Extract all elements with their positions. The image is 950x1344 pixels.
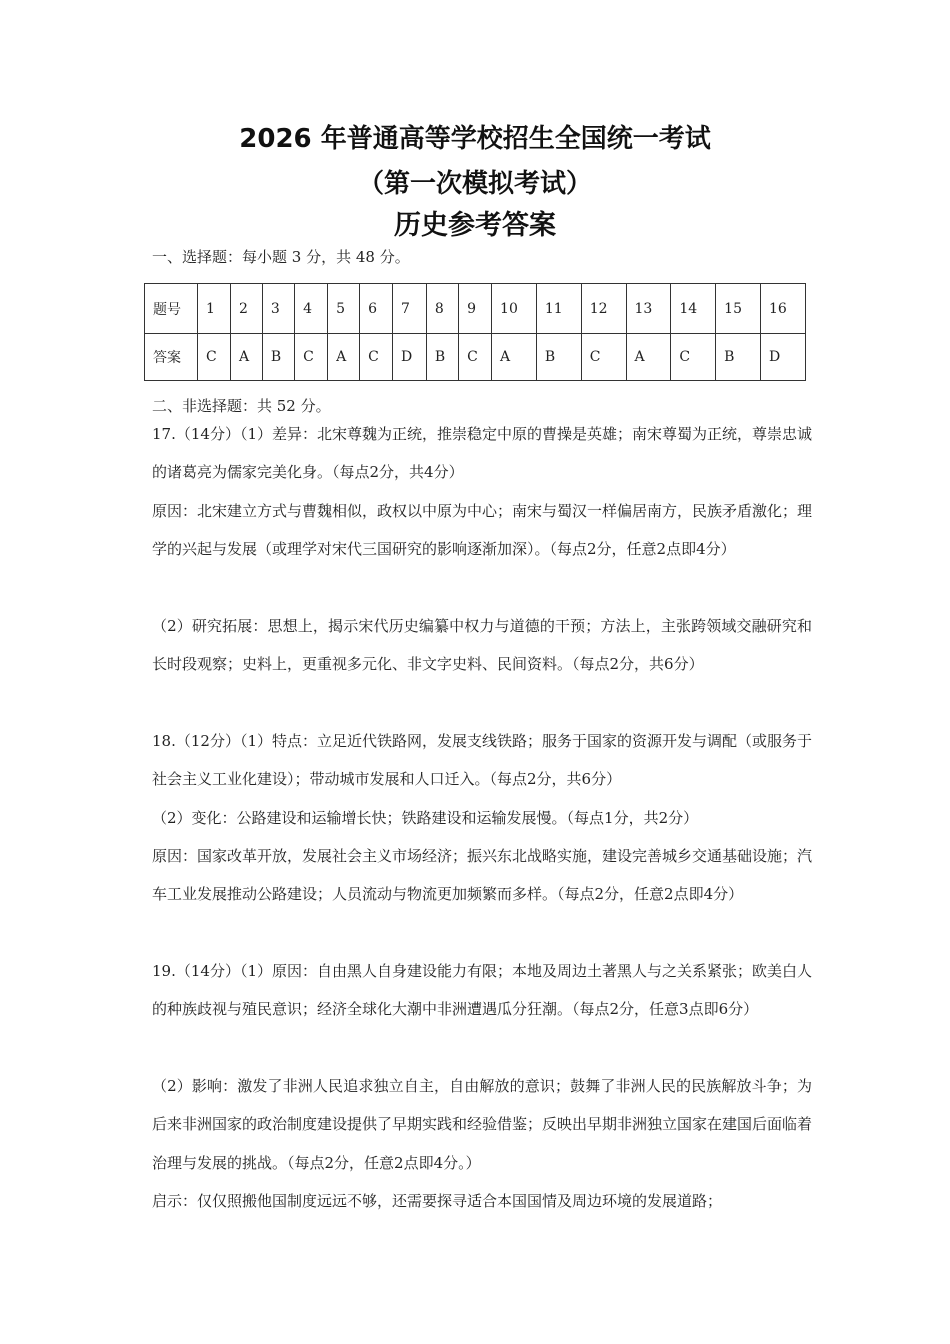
- q17-part2: （2）研究拓展：思想上，揭示宋代历史编纂中权力与道德的干预；方法上，主张跨领域交融研究和长时段观察；史料上，更重视多元化、非文字史料、民间资料。（每点2分，共6分）: [152, 617, 812, 674]
- answer-cell: C: [198, 334, 231, 381]
- answer-cell: B: [716, 334, 761, 381]
- question-number-cell: 13: [626, 284, 671, 334]
- answer-cell: B: [536, 334, 581, 381]
- answer-cell: C: [671, 334, 716, 381]
- q17-part1: 17.（14分）（1）差异：北宋尊魏为正统，推崇稳定中原的曹操是英雄；南宋尊蜀为正统，尊崇忠诚的诸葛亮为儒家完美化身。（每点2分，共4分）: [152, 425, 812, 482]
- question-number-cell: 8: [426, 284, 458, 334]
- answer-row: [145, 334, 806, 381]
- answer-cell: D: [393, 334, 427, 381]
- answer-cell: A: [328, 334, 360, 381]
- document-answer-title: 历史参考答案: [394, 210, 556, 241]
- question-number-cell: 14: [671, 284, 716, 334]
- answer-cell: C: [459, 334, 492, 381]
- document-subtitle: （第一次模拟考试）: [357, 169, 592, 199]
- answer-cell: A: [492, 334, 537, 381]
- question-number-cell: 4: [295, 284, 328, 334]
- answer-cell: B: [426, 334, 458, 381]
- question-number-cell: 3: [262, 284, 294, 334]
- q19-insight: 启示：仅仅照搬他国制度远远不够，还需要探寻适合本国国情及周边环境的发展道路；: [152, 1192, 723, 1210]
- question-number-cell: 5: [328, 284, 360, 334]
- q19-part1: 19.（14分）（1）原因：自由黑人自身建设能力有限；本地及周边土著黑人与之关系紧张；欧美白人的种族歧视与殖民意识；经济全球化大潮中非洲遭遇瓜分狂潮。（每点2分，任意3点即6分）: [152, 962, 812, 1019]
- answer-cell: D: [761, 334, 806, 381]
- question-number-cell: 6: [360, 284, 393, 334]
- answer-cell: A: [626, 334, 671, 381]
- question-number-label: 题号: [145, 284, 198, 334]
- section1-heading: 一、选择题：每小题 3 分，共 48 分。: [152, 248, 410, 266]
- question-number-cell: 16: [761, 284, 806, 334]
- question-number-cell: 1: [198, 284, 231, 334]
- section2-heading: 二、非选择题：共 52 分。: [152, 397, 331, 415]
- question-number-cell: 2: [230, 284, 262, 334]
- document-title: 2026 年普通高等学校招生全国统一考试: [239, 124, 711, 154]
- q17-reason: 原因：北宋建立方式与曹魏相似，政权以中原为中心；南宋与蜀汉一样偏居南方，民族矛盾激化；理学的兴起与发展（或理学对宋代三国研究的影响逐渐加深）。（每点2分，任意2点即4分）: [152, 502, 813, 559]
- question-number-cell: 15: [716, 284, 761, 334]
- answer-cell: A: [230, 334, 262, 381]
- q18-reason: 原因：国家改革开放，发展社会主义市场经济；振兴东北战略实施，建设完善城乡交通基础设施；汽车工业发展推动公路建设；人员流动与物流更加频繁而多样。（每点2分，任意2点即4分）: [152, 847, 813, 904]
- answer-cell: C: [581, 334, 626, 381]
- answer-cell: C: [360, 334, 393, 381]
- question-number-cell: 11: [536, 284, 581, 334]
- q18-part1: 18.（12分）（1）特点：立足近代铁路网，发展支线铁路；服务于国家的资源开发与调配（或服务于社会主义工业化建设）；带动城市发展和人口迁入。（每点2分，共6分）: [152, 732, 812, 789]
- question-number-cell: 9: [459, 284, 492, 334]
- q19-part2: （2）影响：激发了非洲人民追求独立自主，自由解放的意识；鼓舞了非洲人民的民族解放斗争；为后来非洲国家的政治制度建设提供了早期实践和经验借鉴；反映出早期非洲独立国家在建国后面临着治理与发展的挑战。（每点2分，任意2点即4分。）: [152, 1077, 813, 1172]
- answer-cell: B: [262, 334, 294, 381]
- question-number-cell: 10: [492, 284, 537, 334]
- question-number-cell: 12: [581, 284, 626, 334]
- q18-part2: （2）变化：公路建设和运输增长快；铁路建设和运输发展慢。（每点1分，共2分）: [152, 809, 699, 827]
- question-number-cell: 7: [393, 284, 427, 334]
- answer-table: [144, 283, 806, 381]
- answer-label: 答案: [145, 334, 198, 381]
- answer-cell: C: [295, 334, 328, 381]
- question-number-row: [145, 284, 806, 334]
